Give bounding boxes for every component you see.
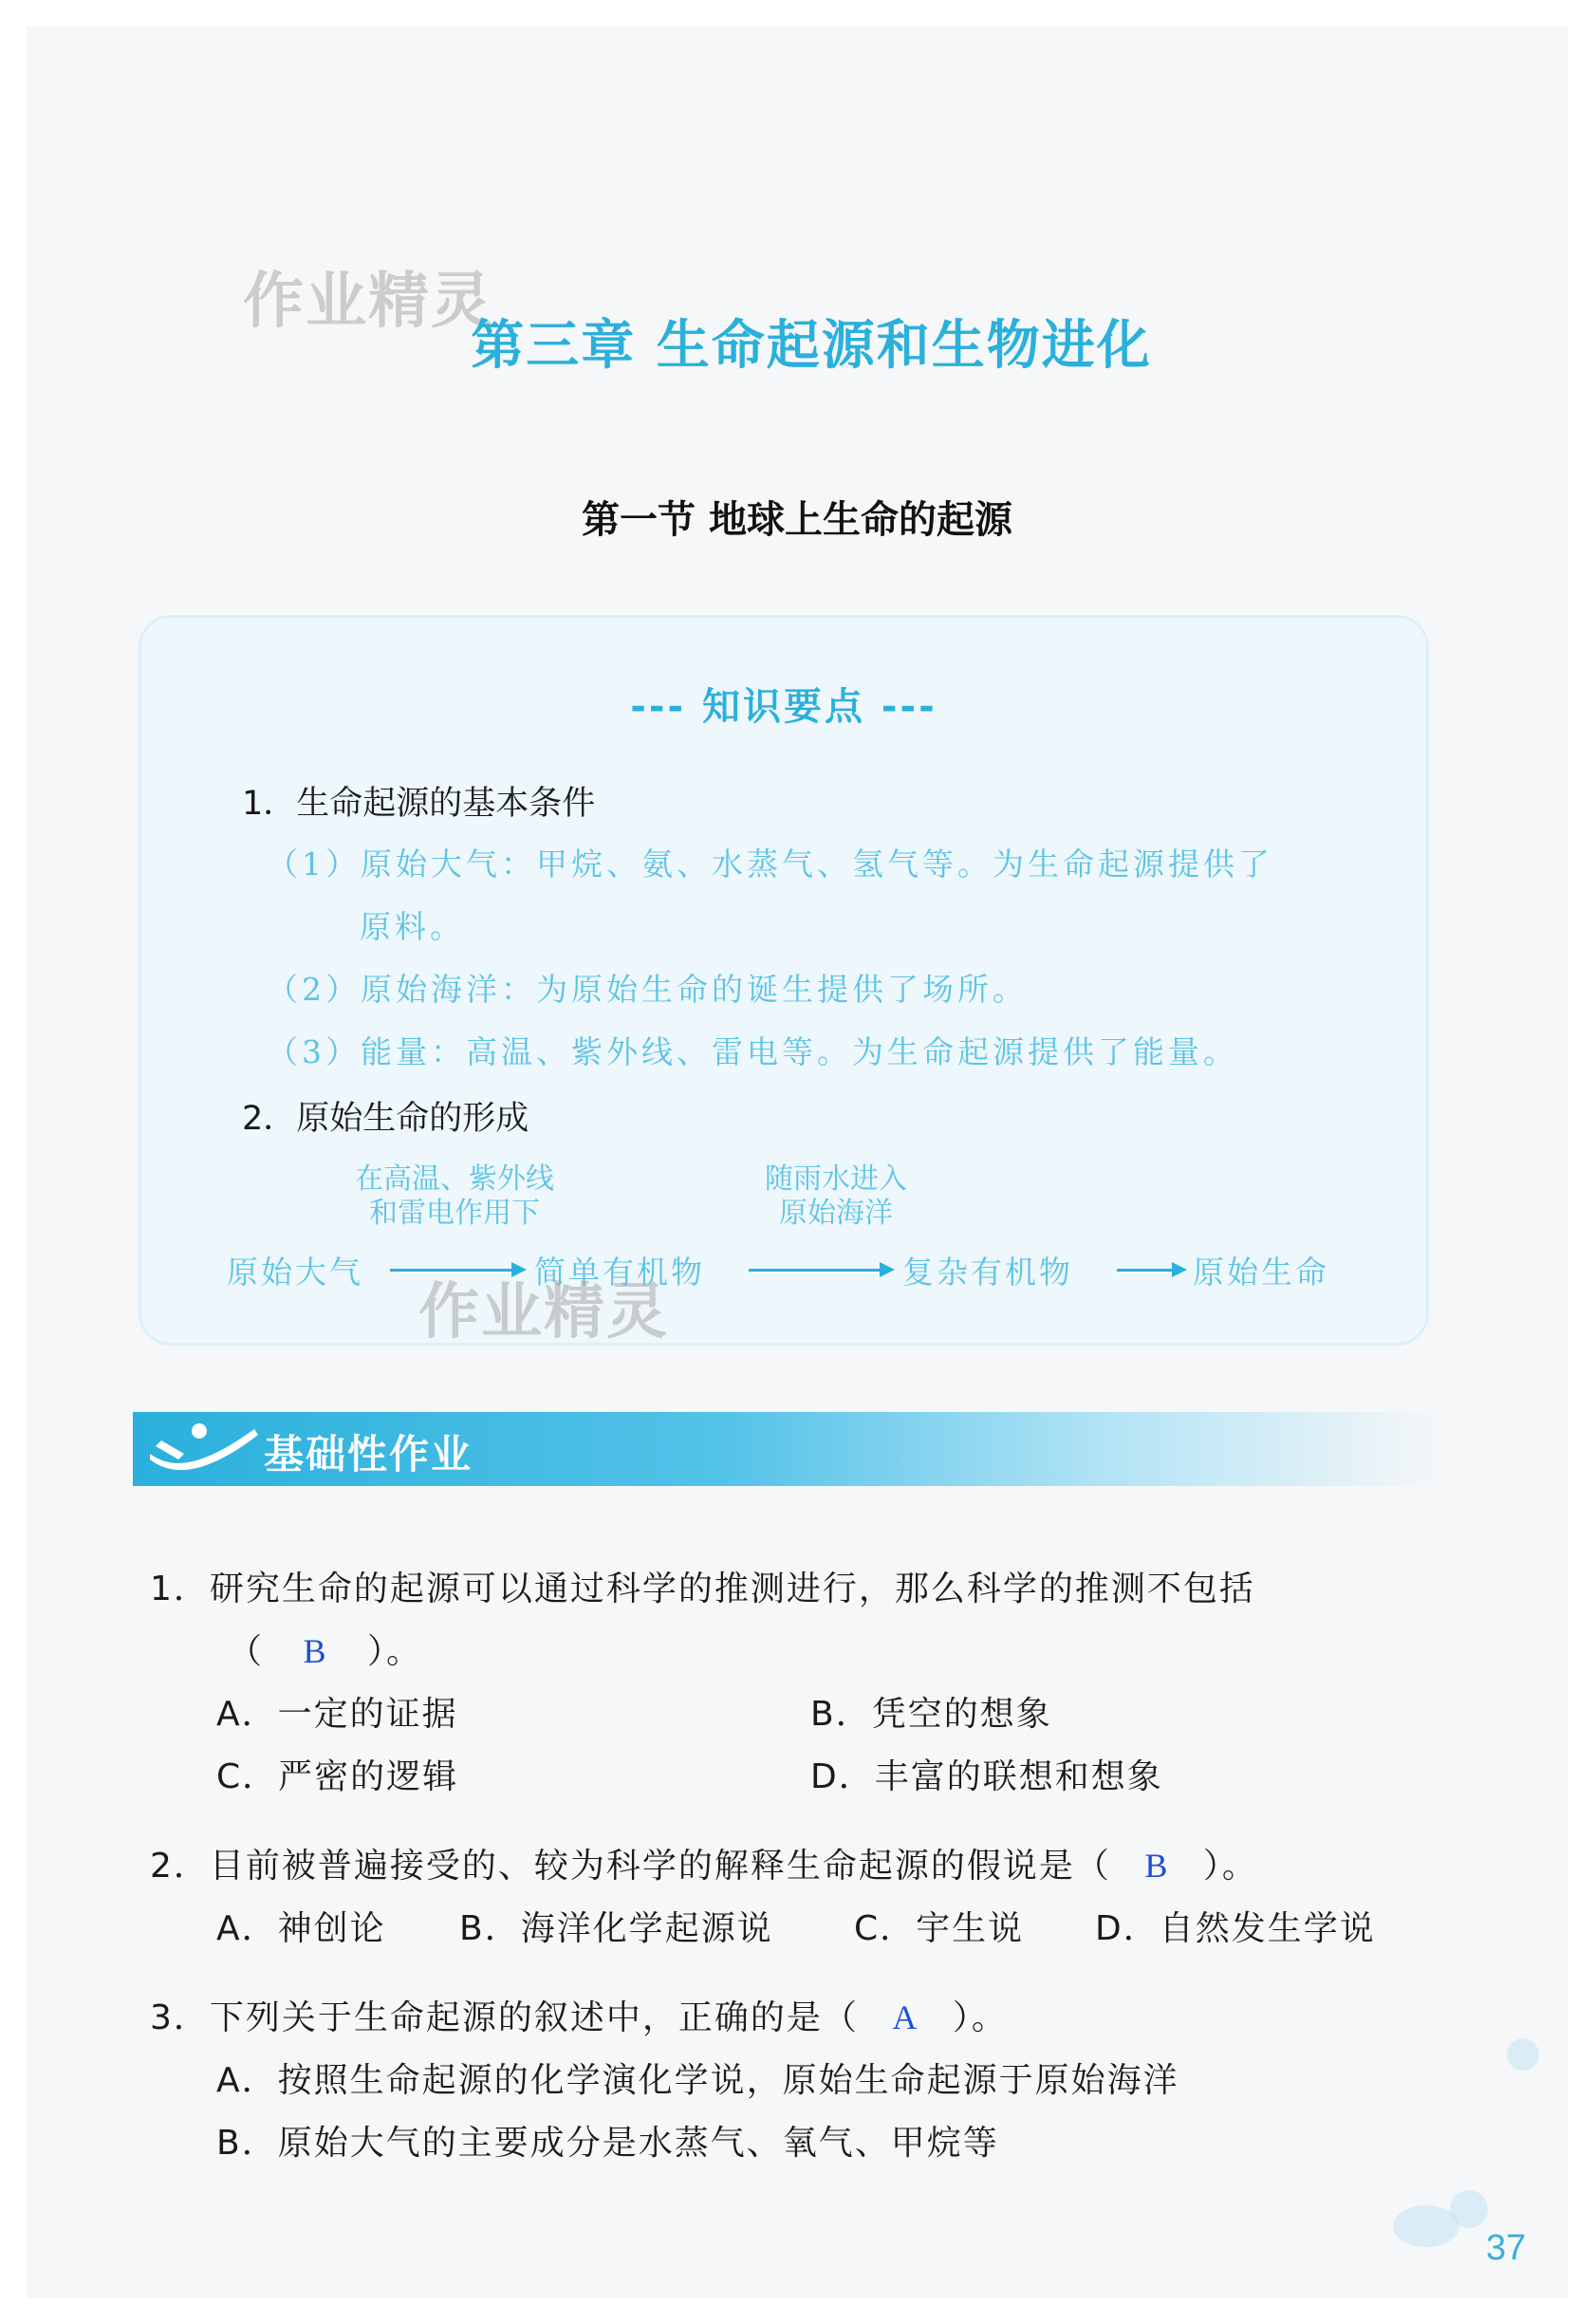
question-3-bracket-close: ）。 — [952, 1998, 1008, 2037]
knowledge-sub-1-line2: 原料。 — [360, 908, 465, 945]
flow-label-1 — [312, 1162, 597, 1231]
knowledge-points-heading: --- 知识要点 --- — [630, 685, 937, 729]
flow-label-2 — [722, 1162, 950, 1231]
banner-title: 基础性作业 — [264, 1431, 473, 1477]
question-1-text: 研究生命的起源可以通过科学的推测进行，那么科学的推测不包括 — [209, 1570, 1255, 1608]
question-1-answer-line — [228, 1625, 422, 1673]
question-1-option-b: B．凭空的想象 — [810, 1695, 1052, 1734]
section-title: 第一节 地球上生命的起源 — [582, 498, 1012, 542]
question-1-number: 1． — [150, 1570, 210, 1608]
knowledge-sub-2: （2）原始海洋：为原始生命的诞生提供了场所。 — [267, 971, 1028, 1008]
question-1-option-c: C．严密的逻辑 — [216, 1757, 459, 1796]
knowledge-item-1: 1．生命起源的基本条件 — [242, 785, 596, 823]
page — [27, 27, 1568, 2298]
flow-label-2-line2: 原始海洋 — [779, 1197, 893, 1230]
flow-arrow-3 — [1117, 1269, 1183, 1272]
watermark-box: 作业精灵 — [418, 1277, 669, 1347]
question-3 — [150, 1991, 1008, 2039]
question-2 — [150, 1839, 1258, 1887]
question-2-option-b: B．海洋化学起源说 — [459, 1909, 773, 1948]
question-2-text: 目前被普遍接受的、较为科学的解释生命起源的假说是（ — [209, 1847, 1111, 1886]
flow-node-primitive-life: 原始生命 — [1193, 1254, 1329, 1291]
question-3-option-b: B．原始大气的主要成分是水蒸气、氧气、甲烷等 — [216, 2124, 999, 2163]
knowledge-sub-3: （3）能量：高温、紫外线、雷电等。为生命起源提供了能量。 — [267, 1033, 1238, 1070]
question-2-answer: B — [1144, 1847, 1170, 1885]
flow-node-simple-organics: 简单有机物 — [534, 1254, 705, 1291]
question-2-number: 2． — [150, 1847, 210, 1886]
question-2-option-a: A．神创论 — [216, 1909, 386, 1948]
question-3-number: 3． — [150, 1998, 210, 2037]
flow-label-1-line1: 在高温、紫外线 — [355, 1162, 554, 1196]
knowledge-sub-1-line1: （1）原始大气：甲烷、氨、水蒸气、氢气等。为生命起源提供了 — [267, 846, 1273, 883]
flow-arrow-2 — [749, 1269, 891, 1272]
question-3-text: 下列关于生命起源的叙述中，正确的是（ — [209, 1998, 859, 2037]
flow-node-primitive-atmosphere: 原始大气 — [227, 1254, 363, 1291]
question-1-answer: B — [303, 1632, 328, 1670]
question-2-option-c: C．宇生说 — [854, 1909, 1025, 1948]
question-3-answer: A — [892, 1998, 919, 2036]
watermark-top: 作业精灵 — [243, 267, 493, 337]
checkmark-pen-icon — [142, 1412, 266, 1486]
question-1-option-a: A．一定的证据 — [216, 1695, 458, 1734]
flow-label-2-line1: 随雨水进入 — [765, 1162, 907, 1196]
question-3-option-a: A．按照生命起源的化学演化学说，原始生命起源于原始海洋 — [216, 2061, 1179, 2100]
question-2-option-d: D．自然发生学说 — [1095, 1909, 1376, 1948]
question-1-bracket-close: ）。 — [366, 1632, 422, 1671]
question-1-bracket-open: （ — [228, 1632, 265, 1671]
question-1 — [150, 1562, 1255, 1610]
flow-node-complex-organics: 复杂有机物 — [902, 1254, 1073, 1291]
flow-label-1-line2: 和雷电作用下 — [369, 1197, 540, 1230]
question-2-bracket-close: ）。 — [1202, 1847, 1258, 1886]
chapter-title: 第三章 生命起源和生物进化 — [471, 315, 1152, 377]
knowledge-item-2: 2．原始生命的形成 — [242, 1100, 529, 1138]
decorative-bubble — [1450, 2190, 1488, 2228]
decorative-bubble — [1507, 2038, 1539, 2071]
section-banner — [133, 1412, 1442, 1486]
question-1-option-d: D．丰富的联想和想象 — [810, 1757, 1163, 1796]
knowledge-points-box — [139, 615, 1429, 1346]
page-number: 37 — [1486, 2228, 1527, 2268]
